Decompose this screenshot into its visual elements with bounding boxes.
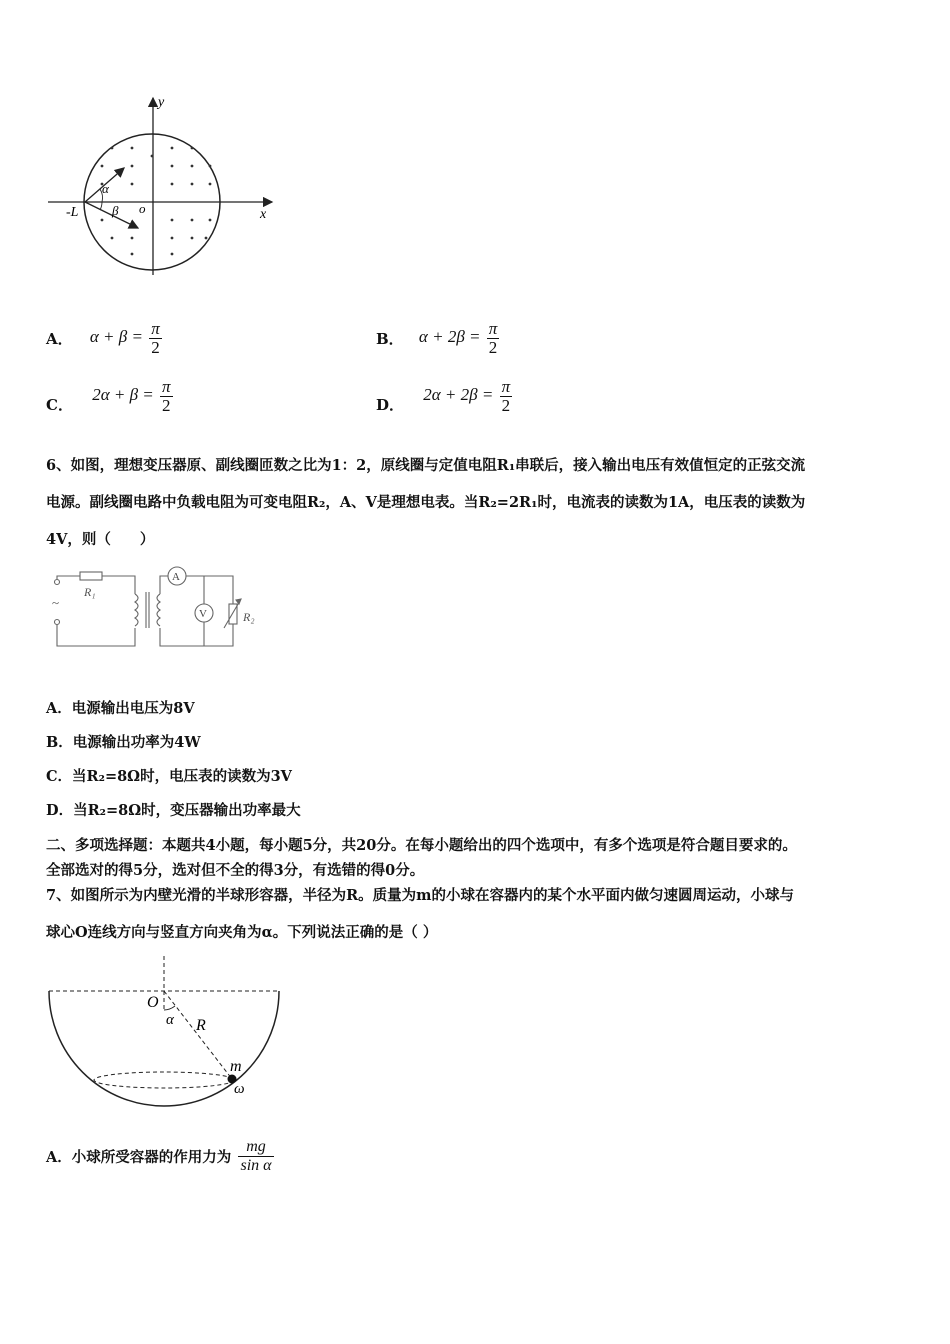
transformer-circuit-figure xyxy=(44,566,274,652)
primary-coil xyxy=(135,594,138,626)
r1-label: R₁ xyxy=(84,585,96,599)
q5-option-b-lhs: α + 2β = xyxy=(418,327,481,347)
q5-option-d[interactable] xyxy=(376,378,512,415)
orbit-ellipse xyxy=(94,1072,234,1088)
circle-field-figure xyxy=(40,92,290,277)
section2-instructions-line1: 二、多项选择题：本题共4小题，每小题5分，共20分。在每小题给出的四个选项中，有多个选项是符合题目要求的。 xyxy=(46,837,797,854)
q5-option-a-letter: A． xyxy=(46,330,73,348)
q6-option-b[interactable]: B．电源输出功率为4W xyxy=(46,734,201,751)
omega-label: ω xyxy=(234,1081,245,1097)
q5-option-d-den: 2 xyxy=(500,396,513,415)
q5-option-a-den: 2 xyxy=(149,338,162,357)
q6-stem-line2: 电源。副线圈电路中负载电阻为可变电阻R₂，A、V是理想电表。当R₂=2R₁时，电流表的读数为1A，电压表的读数为 xyxy=(46,494,806,511)
r-label: R xyxy=(196,1017,206,1034)
q7-stem-line2: 球心O连线方向与竖直方向夹角为α。下列说法正确的是（ ） xyxy=(46,924,438,941)
q6-stem-line3: 4V，则（ ） xyxy=(46,531,155,548)
q7-option-a-text: A．小球所受容器的作用力为 xyxy=(46,1149,232,1166)
q5-option-b-letter: B． xyxy=(376,330,404,348)
ammeter-label: A xyxy=(172,571,180,583)
q5-option-c-den: 2 xyxy=(160,396,173,415)
q5-option-b-num: π xyxy=(488,319,498,338)
m-label: m xyxy=(230,1058,242,1075)
q6-option-a[interactable]: A．电源输出电压为8V xyxy=(46,700,195,717)
q5-option-a-lhs: α + β = xyxy=(89,327,143,347)
q7-option-a-den: sin α xyxy=(240,1157,272,1174)
section2-instructions-line2: 全部选对的得5分，选对但不全的得3分，有选错的得0分。 xyxy=(46,862,425,879)
q7-option-a[interactable] xyxy=(46,1138,274,1175)
q5-option-b-den: 2 xyxy=(487,338,500,357)
hemisphere-figure xyxy=(44,952,294,1114)
y-axis-label: y xyxy=(158,95,165,110)
origin-label: o xyxy=(139,201,146,216)
minus-l-label: -L xyxy=(66,205,79,220)
beta-label: β xyxy=(112,203,119,218)
q5-option-c[interactable] xyxy=(46,378,173,415)
q5-option-a-num: π xyxy=(151,319,160,338)
o-label: O xyxy=(147,994,159,1011)
q5-option-d-letter: D． xyxy=(376,396,405,414)
resistor-r1 xyxy=(80,572,102,580)
q5-option-a[interactable] xyxy=(46,320,162,357)
alpha-label: α xyxy=(102,181,109,196)
field-dots xyxy=(101,147,212,256)
r2-label: R₂ xyxy=(243,610,255,624)
q5-option-d-lhs: 2α + 2β = xyxy=(423,385,494,405)
alpha-angle-label: α xyxy=(166,1012,174,1028)
secondary-coil xyxy=(157,594,160,626)
q5-option-b[interactable] xyxy=(376,320,499,357)
radius-line xyxy=(164,991,232,1079)
q5-option-c-letter: C． xyxy=(46,396,73,414)
q7-option-a-num: mg xyxy=(246,1138,266,1155)
q6-option-d[interactable]: D．当R₂=8Ω时，变压器输出功率最大 xyxy=(46,802,301,819)
q5-option-d-num: π xyxy=(501,377,511,396)
q5-option-c-num: π xyxy=(162,377,171,396)
source-symbol: ~ xyxy=(52,595,60,610)
q6-stem-line1: 6、如图，理想变压器原、副线圈匝数之比为1：2，原线圈与定值电阻R₁串联后，接入输出电压有效值恒定的正弦交流 xyxy=(46,457,806,474)
q5-option-c-lhs: 2α + β = xyxy=(92,385,154,405)
q6-option-c[interactable]: C．当R₂=8Ω时，电压表的读数为3V xyxy=(46,768,292,785)
q7-stem-line1: 7、如图所示为内壁光滑的半球形容器，半径为R。质量为m的小球在容器内的某个水平面内做匀速圆周运动，小球与 xyxy=(46,887,794,904)
voltmeter-label: V xyxy=(199,608,207,620)
x-axis-label: x xyxy=(260,207,267,222)
